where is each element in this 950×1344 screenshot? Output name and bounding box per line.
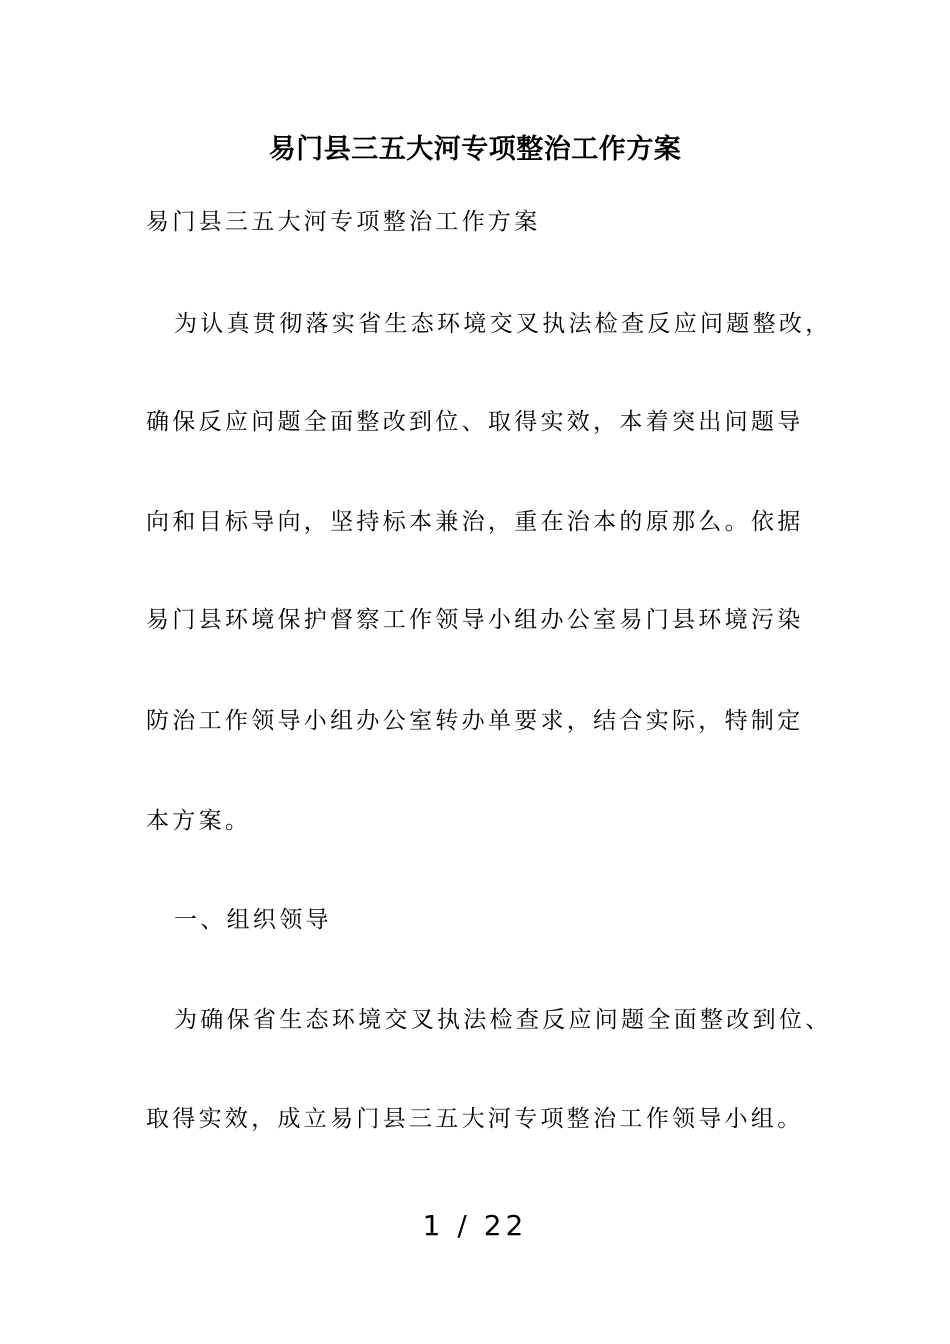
paragraph-line: 为认真贯彻落实省生态环境交叉执法检查反应问题整改， — [174, 311, 832, 337]
paragraph-line: 为确保省生态环境交叉执法检查反应问题全面整改到位、 — [174, 1007, 832, 1033]
paragraph-line: 本方案。 — [146, 808, 252, 834]
paragraph-line: 易门县环境保护督察工作领导小组办公室易门县环境污染 — [146, 607, 804, 633]
page-number: 1 / 22 — [422, 1209, 528, 1242]
paragraph-line: 确保反应问题全面整改到位、取得实效，本着突出问题导 — [146, 409, 804, 435]
paragraph-line: 取得实效，成立易门县三五大河专项整治工作领导小组。 — [146, 1106, 804, 1132]
document-title: 易门县三五大河专项整治工作方案 — [268, 134, 682, 165]
paragraph-line: 防治工作领导小组办公室转办单要求，结合实际，特制定 — [146, 708, 804, 734]
paragraph-line: 向和目标导向，坚持标本兼治，重在治本的原那么。依据 — [146, 509, 804, 535]
document-subtitle: 易门县三五大河专项整治工作方案 — [146, 209, 541, 235]
section-heading: 一、组织领导 — [174, 907, 332, 933]
